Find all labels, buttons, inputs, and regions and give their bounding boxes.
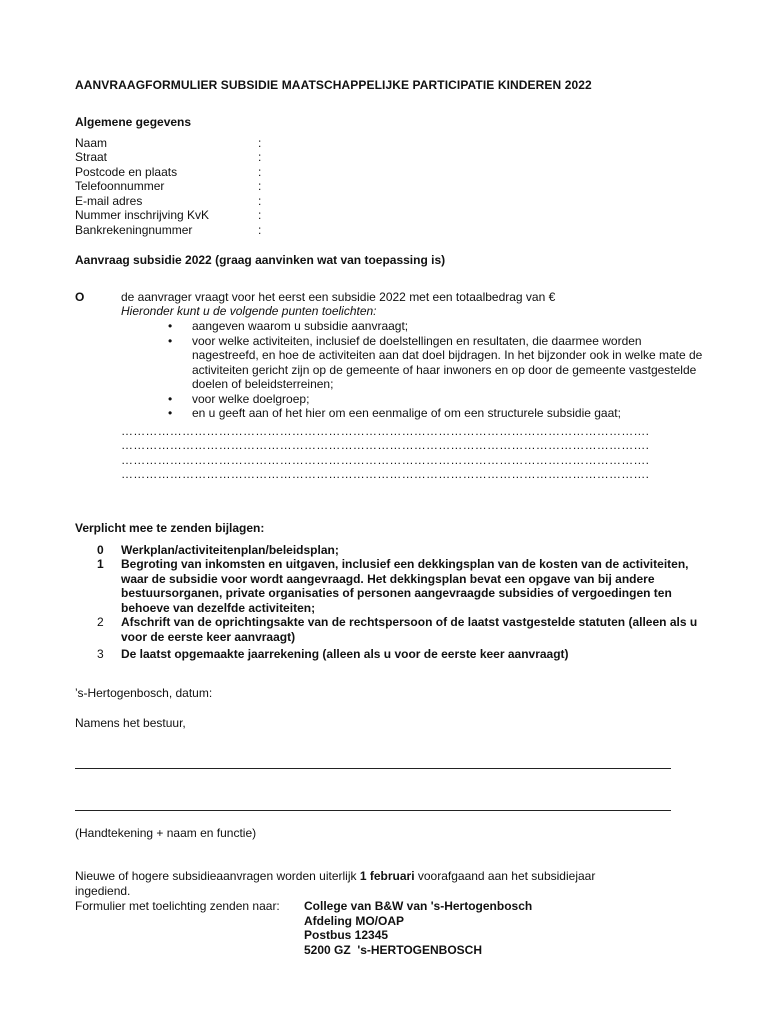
dotted-answer-line[interactable]: …………………………………………………………………………………………………………………. bbox=[121, 453, 650, 467]
attachment-text: Afschrift van de oprichtingsakte van de rechtspersoon of de laatst vastgestelde statuten (alleen als u voor de eerste keer aanvraagt) bbox=[121, 615, 698, 644]
bullet-icon: • bbox=[168, 406, 173, 420]
attachment-number: 1 bbox=[97, 557, 104, 571]
field-colon: : bbox=[258, 223, 262, 237]
list-item bbox=[165, 406, 705, 421]
option-checkbox[interactable]: O bbox=[75, 290, 85, 304]
field-colon: : bbox=[258, 179, 262, 193]
request-heading: Aanvraag subsidie 2022 (graag aanvinken wat van toepassing is) bbox=[75, 253, 446, 267]
address-line: Afdeling MO/OAP bbox=[304, 914, 404, 928]
list-item bbox=[165, 319, 705, 334]
dotted-answer-line[interactable]: …………………………………………………………………………………………………………………. bbox=[121, 438, 650, 452]
field-label: Nummer inschrijving KvK bbox=[75, 208, 210, 222]
dotted-answer-line[interactable]: …………………………………………………………………………………………………………………. bbox=[121, 424, 650, 438]
attachment-text: Begroting van inkomsten en uitgaven, inclusief een dekkingsplan van de kosten van de activiteiten, waar de subsidie voor wordt aangevraagd. Het dekkingsplan bevat een opgave van bij andere bestuursorganen, private organisaties of personen aangevraagde subsidies of vergoedingen ten behoeve van dezelfde activiteiten; bbox=[121, 557, 689, 615]
deadline-date: 1 februari bbox=[359, 869, 415, 883]
send-to-label: Formulier met toelichting zenden naar: bbox=[75, 899, 280, 913]
attachment-number: 2 bbox=[97, 615, 104, 629]
list-item bbox=[165, 392, 705, 407]
attachment-number: 3 bbox=[97, 647, 104, 661]
list-item-text: en u geeft aan of het hier om een eenmalige of om een structurele subsidie gaat; bbox=[192, 406, 621, 420]
on-behalf-text: Namens het bestuur, bbox=[75, 716, 186, 730]
signature-caption: (Handtekening + naam en functie) bbox=[75, 826, 257, 840]
field-label: Straat bbox=[75, 150, 108, 164]
attachment-number: 0 bbox=[97, 543, 104, 557]
deadline-post: voorafgaand aan het subsidiejaar bbox=[414, 869, 596, 883]
signature-line[interactable] bbox=[75, 768, 671, 769]
field-label: Postcode en plaats bbox=[75, 165, 178, 179]
explanation-list bbox=[165, 319, 705, 421]
field-colon: : bbox=[258, 208, 262, 222]
field-label: Telefoonnummer bbox=[75, 179, 165, 193]
list-item-text: voor welke doelgroep; bbox=[192, 391, 310, 406]
field-colon: : bbox=[258, 150, 262, 164]
field-colon: : bbox=[258, 136, 262, 150]
field-label: Naam bbox=[75, 136, 108, 150]
signature-line[interactable] bbox=[75, 810, 671, 811]
dotted-answer-line[interactable]: …………………………………………………………………………………………………………………. bbox=[121, 467, 650, 481]
deadline-text bbox=[75, 869, 595, 884]
field-colon: : bbox=[258, 194, 262, 208]
option-text: de aanvrager vraagt voor het eerst een subsidie 2022 met een totaalbedrag van € bbox=[121, 290, 556, 304]
attachments-heading: Verplicht mee te zenden bijlagen: bbox=[75, 521, 265, 535]
bullet-icon: • bbox=[168, 319, 173, 333]
address-line: Postbus 12345 bbox=[304, 928, 389, 942]
option-hint: Hieronder kunt u de volgende punten toelichten: bbox=[121, 304, 377, 318]
address-line: 5200 GZ 's-HERTOGENBOSCH bbox=[304, 943, 483, 957]
deadline-text-line2: ingediend. bbox=[75, 884, 131, 898]
field-label: E-mail adres bbox=[75, 194, 143, 208]
list-item-text: voor welke activiteiten, inclusief de doelstellingen en resultaten, die daarmee worden nagestreefd, en hoe de activiteiten aan dat doel bijdragen. In het bijzonder ook in welke mate de activiteiten gericht zijn op de gemeente of haar inwoners en op door de gemeente vastgestelde doelen of beleidsterreinen; bbox=[192, 333, 703, 391]
field-label: Bankrekeningnummer bbox=[75, 223, 193, 237]
attachment-text: Werkplan/activiteitenplan/beleidsplan; bbox=[121, 543, 339, 557]
field-colon: : bbox=[258, 165, 262, 179]
attachment-text: De laatst opgemaakte jaarrekening (alleen als u voor de eerste keer aanvraagt) bbox=[121, 647, 569, 661]
deadline-pre: Nieuwe of hogere subsidieaanvragen worden uiterlijk bbox=[75, 869, 360, 883]
list-item-text: aangeven waarom u subsidie aanvraagt; bbox=[192, 319, 409, 333]
general-heading: Algemene gegevens bbox=[75, 115, 192, 129]
list-item bbox=[165, 334, 705, 392]
bullet-icon: • bbox=[168, 391, 173, 406]
form-title: AANVRAAGFORMULIER SUBSIDIE MAATSCHAPPELIJKE PARTICIPATIE KINDEREN 2022 bbox=[75, 78, 592, 92]
place-date: ’s-Hertogenbosch, datum: bbox=[75, 686, 213, 700]
address-line: College van B&W van 's-Hertogenbosch bbox=[304, 899, 533, 913]
bullet-icon: • bbox=[168, 333, 173, 348]
